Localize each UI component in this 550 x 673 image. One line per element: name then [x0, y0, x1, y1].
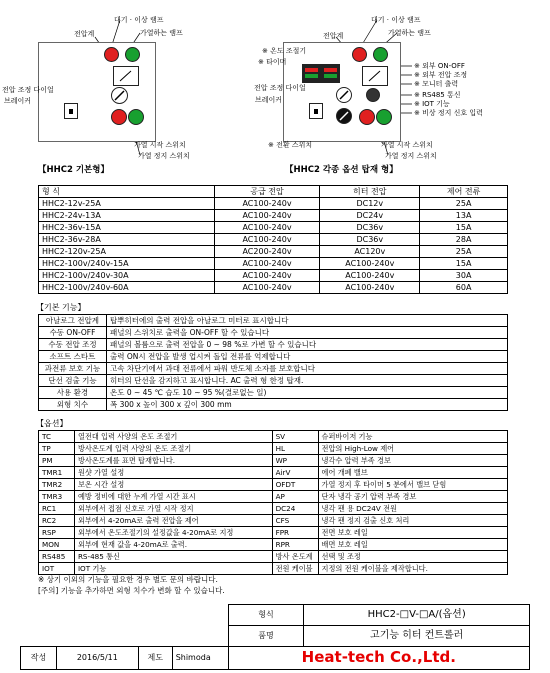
option-desc: RS-485 통신	[74, 551, 272, 563]
option-desc: 예방 정비에 대한 누계 가열 시간 표시	[74, 491, 272, 503]
table-row	[39, 551, 508, 563]
table-row	[39, 198, 508, 210]
heating-lamp-green	[125, 47, 140, 62]
spec-cell: AC100-240v	[320, 258, 420, 270]
option-desc: 방사온도계 입력 사양의 온도 조절기	[74, 443, 272, 455]
spec-table	[38, 185, 508, 294]
maker-label: 제도	[138, 647, 172, 670]
table-row	[39, 443, 508, 455]
function-name: 소프트 스타트	[39, 351, 107, 363]
function-name: 수동 전압 조정	[39, 339, 107, 351]
option-code: WP	[272, 455, 318, 467]
option-code: RS485	[39, 551, 75, 563]
option-code: AP	[272, 491, 318, 503]
basic-caption: 【HHC2 기본형】	[38, 165, 109, 175]
opt-label-lamp: 대기 · 이상 램프	[371, 16, 421, 24]
option-desc: 냉각 팬 정지 검출 신호 처리	[318, 515, 507, 527]
option-code: 방사 온도계	[272, 551, 318, 563]
table-row	[39, 479, 508, 491]
option-code: CFS	[272, 515, 318, 527]
connector	[366, 88, 380, 102]
basic-functions-title: 【기본 기능】	[36, 303, 86, 312]
option-code: RPR	[272, 539, 318, 551]
option-code: RC1	[39, 503, 75, 515]
model-label: 형식	[228, 605, 304, 626]
model-value: HHC2-□V-□A/(옵션)	[304, 605, 530, 626]
function-desc: 탑뿌히터에의 출력 전압을 아날로그 미터로 표시합니다	[106, 315, 507, 327]
label-heating-lamp: 가열하는 램프	[140, 29, 183, 37]
spec-cell: HHC2-36v-15A	[39, 222, 215, 234]
label-start-switch: 가열 시작 스위치	[134, 141, 186, 149]
spec-cell: DC12v	[320, 198, 420, 210]
spec-cell: AC100-240v	[214, 282, 320, 294]
option-heating-lamp-green	[373, 47, 388, 62]
opt-label-heating-lamp: 가열하는 램프	[388, 29, 431, 37]
table-row	[39, 282, 508, 294]
option-code: MON	[39, 539, 75, 551]
breaker[interactable]	[64, 103, 78, 119]
option-desc: 전면 보호 레일	[318, 527, 507, 539]
opt-label-ext-onoff: ※ 외부 ON-OFF	[414, 62, 465, 70]
function-desc: 고속 차단기에서 과대 전류에서 파워 반도체 소자를 보호합니다	[106, 363, 507, 375]
standby-lamp-red	[104, 47, 119, 62]
spec-cell: DC36v	[320, 234, 420, 246]
option-code: PM	[39, 455, 75, 467]
opt-label-ammeter: 전압계	[323, 32, 344, 40]
spec-cell: AC100-240v	[214, 270, 320, 282]
option-desc: 배면 보호 레일	[318, 539, 507, 551]
opt-label-emergency: ※ 비상 정지 신호 입력	[414, 109, 483, 117]
option-start-switch[interactable]	[359, 109, 375, 125]
table-row	[39, 399, 508, 411]
function-name: 사용 환경	[39, 387, 107, 399]
table-row	[39, 351, 508, 363]
timer	[321, 64, 340, 83]
spec-header-cell: 히터 전압	[320, 186, 420, 198]
table-row	[39, 258, 508, 270]
option-desc: 보온 시간 설정	[74, 479, 272, 491]
opt-label-temp: ※ 온도 조절기	[262, 47, 307, 55]
spec-cell: AC100-240v	[320, 282, 420, 294]
opt-label-start-switch: 가열 시작 스위치	[381, 141, 433, 149]
table-row	[39, 515, 508, 527]
option-desc: 방사온도계를 표면 탑재합니다.	[74, 455, 272, 467]
table-row	[39, 539, 508, 551]
option-desc: 선택 및 조정	[318, 551, 507, 563]
spec-cell: AC120v	[320, 246, 420, 258]
opt-label-rs485: ※ RS485 통신	[414, 91, 461, 99]
option-desc: 냉각 팬 용 DC24V 전원	[318, 503, 507, 515]
options-title: 【옵션】	[36, 419, 68, 428]
option-desc: 외부에서 접점 신호로 가열 시작 정지	[74, 503, 272, 515]
opt-label-selector: ※ 전환 스위치	[268, 141, 313, 149]
option-breaker[interactable]	[309, 103, 323, 119]
table-row	[39, 339, 508, 351]
table-row	[39, 210, 508, 222]
maker-name: Shimoda	[172, 647, 228, 670]
created-label: 작성	[21, 647, 57, 670]
table-row	[39, 431, 508, 443]
opt-label-ext-voltage: ※ 외부 전압 조정	[414, 71, 468, 79]
function-name: 외형 치수	[39, 399, 107, 411]
option-code: TMR3	[39, 491, 75, 503]
spec-cell: HHC2-24v-13A	[39, 210, 215, 222]
option-desc: 전압의 High-Low 제어	[318, 443, 507, 455]
option-code: SV	[272, 431, 318, 443]
opt-label-stop-switch: 가열 정지 스위치	[385, 152, 437, 160]
option-desc: 에어 개폐 밸브	[318, 467, 507, 479]
table-row	[39, 387, 508, 399]
option-desc: 외부에서 4-20mA로 출력 전압을 제어	[74, 515, 272, 527]
spec-header-cell: 제어 전류	[420, 186, 508, 198]
temp-controller	[302, 64, 321, 83]
option-desc: 외부에서 온도조절기의 설정값을 4-20mA로 지정	[74, 527, 272, 539]
spec-header-cell: 공급 전압	[214, 186, 320, 198]
name-label: 품명	[228, 626, 304, 647]
table-row	[39, 467, 508, 479]
opt-label-iot: ※ IOT 기능	[414, 100, 450, 108]
opt-label-timer: ※ 타이머	[258, 58, 287, 66]
spec-cell: 60A	[420, 282, 508, 294]
table-row	[39, 563, 508, 575]
spec-cell: 15A	[420, 258, 508, 270]
table-row	[39, 327, 508, 339]
table-row	[39, 491, 508, 503]
label-stop-switch: 가열 정지 스위치	[138, 152, 190, 160]
spec-cell: AC100-240v	[320, 270, 420, 282]
option-desc: 단자 냉각 공기 압력 부족 경보	[318, 491, 507, 503]
option-code: TMR1	[39, 467, 75, 479]
basic-functions-table	[38, 314, 508, 411]
option-voltage-dial[interactable]	[336, 87, 352, 103]
spec-cell: 13A	[420, 210, 508, 222]
option-desc: 외부에 현재 값을 4-20mA로 출력.	[74, 539, 272, 551]
option-code: DC24	[272, 503, 318, 515]
function-name: 과전류 보호 기능	[39, 363, 107, 375]
spec-cell: AC200-240v	[214, 246, 320, 258]
function-desc: 패널의 볼륨으로 출력 전압을 0 ~ 98 %로 가변 할 수 있습니다	[106, 339, 507, 351]
table-row	[39, 527, 508, 539]
option-ammeter	[362, 66, 388, 86]
label-breaker: 브레이커	[4, 97, 32, 105]
title-block	[20, 604, 530, 670]
ammeter	[113, 66, 139, 86]
option-desc: 지정의 전원 케이블을 제작합니다.	[318, 563, 507, 575]
label-ammeter: 전압계	[74, 30, 95, 38]
table-row	[39, 270, 508, 282]
spec-cell: AC100-240v	[214, 198, 320, 210]
option-caption: 【HHC2 각종 옵션 탑재 형】	[285, 165, 398, 175]
function-name: 단선 검출 기능	[39, 375, 107, 387]
option-code: TMR2	[39, 479, 75, 491]
spec-cell: HHC2-100v/240v-60A	[39, 282, 215, 294]
opt-label-monitor: ※ 모니터 출력	[414, 80, 459, 88]
function-name: 수동 ON-OFF	[39, 327, 107, 339]
spec-cell: AC100-240v	[214, 222, 320, 234]
option-desc: 원샷 가열 설정	[74, 467, 272, 479]
spec-cell: 15A	[420, 222, 508, 234]
spec-cell: AC100-240v	[214, 210, 320, 222]
option-code: RC2	[39, 515, 75, 527]
option-code: OFDT	[272, 479, 318, 491]
function-desc: 온도 0 ~ 45 ℃ 습도 10 ~ 95 %(결로없는 일)	[106, 387, 507, 399]
function-desc: 출력 ON시 전압을 발생 업시켜 돌입 전류를 억제합니다	[106, 351, 507, 363]
spec-cell: 28A	[420, 234, 508, 246]
option-stop-switch[interactable]	[376, 109, 392, 125]
spec-cell: DC36v	[320, 222, 420, 234]
spec-cell: HHC2-120v-25A	[39, 246, 215, 258]
function-desc: 히터의 단선을 감지하고 표시합니다. AC 출력 형 한정 탑재.	[106, 375, 507, 387]
option-code: HL	[272, 443, 318, 455]
table-row	[39, 375, 508, 387]
spec-header-row	[39, 186, 508, 198]
label-lamp: 대기 · 이상 램프	[114, 16, 164, 24]
spec-cell: DC24v	[320, 210, 420, 222]
table-row	[39, 222, 508, 234]
option-desc: 냉각수 압력 부족 경보	[318, 455, 507, 467]
table-row	[39, 455, 508, 467]
spec-cell: HHC2-100v/240v-30A	[39, 270, 215, 282]
option-code: IOT	[39, 563, 75, 575]
option-code: TC	[39, 431, 75, 443]
table-row	[39, 363, 508, 375]
option-desc: 가열 정지 후 타이머 5 분에서 밸브 닫힘	[318, 479, 507, 491]
name-value: 고기능 히터 컨트롤러	[304, 626, 530, 647]
option-code: AirV	[272, 467, 318, 479]
table-row	[39, 315, 508, 327]
function-desc: 폭 300 x 높이 300 x 깊이 300 mm	[106, 399, 507, 411]
option-code: TP	[39, 443, 75, 455]
option-standby-lamp-red	[352, 47, 367, 62]
spec-cell: HHC2-100v/240v-15A	[39, 258, 215, 270]
start-switch[interactable]	[111, 109, 127, 125]
stop-switch[interactable]	[128, 109, 144, 125]
function-desc: 패널의 스위치로 출력을 ON-OFF 할 수 있습니다	[106, 327, 507, 339]
voltage-dial[interactable]	[111, 87, 128, 104]
options-table	[38, 430, 508, 575]
note-1: ※ 상기 이외의 기능을 필요한 경우 별도 문의 바랍니다.	[38, 575, 218, 584]
option-desc: 슈퍼바이저 기능	[318, 431, 507, 443]
note-2: [주의] 기능을 추가하면 외형 치수가 변화 할 수 있습니다.	[38, 586, 225, 595]
spec-cell: 25A	[420, 246, 508, 258]
spec-cell: AC100-240v	[214, 258, 320, 270]
table-row	[39, 503, 508, 515]
label-voltage-dial: 전압 조정 다이얼	[2, 86, 54, 94]
option-desc: IOT 기능	[74, 563, 272, 575]
option-code: FPR	[272, 527, 318, 539]
spec-header-cell: 형 식	[39, 186, 215, 198]
selector-switch[interactable]	[336, 108, 352, 124]
function-name: 아날로그 전압계	[39, 315, 107, 327]
opt-label-voltage-dial: 전압 조정 다이얼	[254, 84, 306, 92]
option-code: RSP	[39, 527, 75, 539]
spec-cell: AC100-240v	[214, 234, 320, 246]
option-code: 전원 케이블	[272, 563, 318, 575]
option-desc: 열전대 입력 사양의 온도 조절기	[74, 431, 272, 443]
company-logo: Heat-tech Co.,Ltd.	[301, 647, 456, 666]
created-date: 2016/5/11	[56, 647, 138, 670]
table-row	[39, 246, 508, 258]
spec-cell: HHC2-12v-25A	[39, 198, 215, 210]
spec-cell: 25A	[420, 198, 508, 210]
table-row	[39, 234, 508, 246]
spec-cell: HHC2-36v-28A	[39, 234, 215, 246]
opt-label-breaker: 브레이커	[255, 96, 283, 104]
spec-cell: 30A	[420, 270, 508, 282]
